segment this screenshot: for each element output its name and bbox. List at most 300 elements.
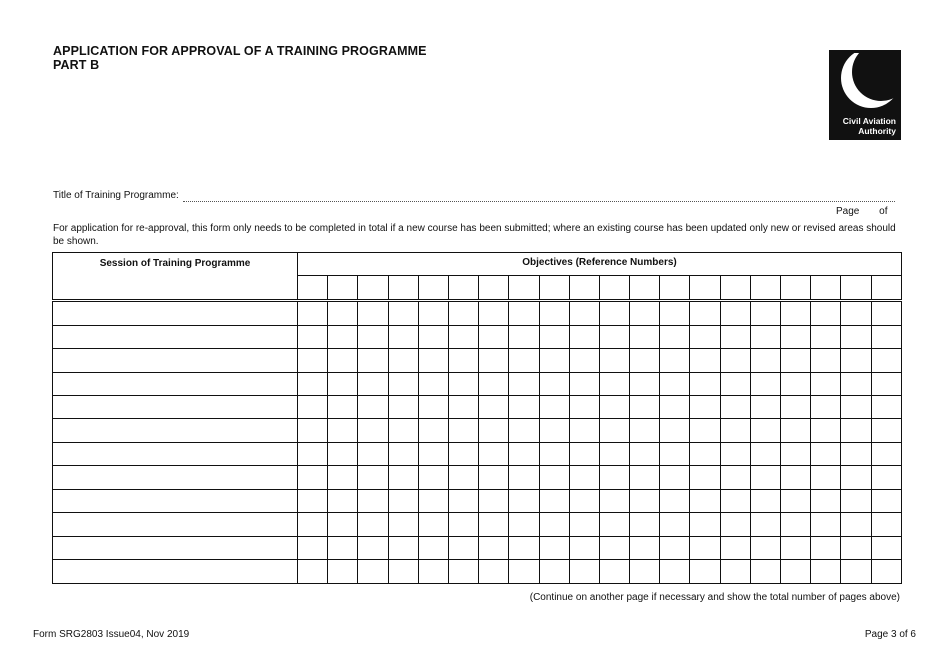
objective-cell[interactable] (690, 419, 720, 442)
objective-cell[interactable] (388, 560, 418, 584)
objective-cell[interactable] (448, 466, 478, 489)
table-row (53, 325, 902, 348)
objective-number-cell[interactable] (811, 276, 841, 301)
objective-number-cell[interactable] (388, 276, 418, 301)
objective-cell[interactable] (479, 536, 509, 559)
objective-cell[interactable] (298, 301, 328, 326)
objective-cell[interactable] (358, 419, 388, 442)
objective-cell[interactable] (539, 489, 569, 512)
objective-cell[interactable] (660, 325, 690, 348)
objective-cell[interactable] (569, 513, 599, 536)
objective-cell[interactable] (781, 442, 811, 465)
objective-cell[interactable] (569, 419, 599, 442)
objective-cell[interactable] (418, 419, 448, 442)
objective-cell[interactable] (328, 513, 358, 536)
objective-cell[interactable] (358, 489, 388, 512)
objective-cell[interactable] (871, 301, 901, 326)
page-label: Page (836, 206, 860, 217)
table-row (53, 372, 902, 395)
objectives-table (52, 252, 902, 584)
objective-cell[interactable] (841, 372, 871, 395)
objective-cell[interactable] (781, 489, 811, 512)
objective-cell[interactable] (479, 349, 509, 372)
session-cell[interactable] (53, 419, 298, 442)
objective-cell[interactable] (358, 372, 388, 395)
objective-cell[interactable] (599, 560, 629, 584)
objective-cell[interactable] (448, 419, 478, 442)
objective-cell[interactable] (690, 442, 720, 465)
objective-cell[interactable] (328, 442, 358, 465)
objective-cell[interactable] (298, 419, 328, 442)
objective-cell[interactable] (630, 466, 660, 489)
objective-cell[interactable] (720, 466, 750, 489)
objective-cell[interactable] (599, 489, 629, 512)
objective-cell[interactable] (630, 301, 660, 326)
objective-cell[interactable] (720, 419, 750, 442)
of-label: of (879, 206, 888, 217)
objective-cell[interactable] (660, 536, 690, 559)
session-column-header: Session of Training Programme (53, 253, 298, 301)
objective-cell[interactable] (448, 489, 478, 512)
programme-title-field[interactable] (53, 190, 895, 202)
objective-cell[interactable] (448, 442, 478, 465)
objective-cell[interactable] (479, 325, 509, 348)
objective-number-cell[interactable] (781, 276, 811, 301)
objective-number-cell[interactable] (841, 276, 871, 301)
objective-cell[interactable] (448, 301, 478, 326)
objective-cell[interactable] (509, 325, 539, 348)
objective-cell[interactable] (660, 560, 690, 584)
objective-number-cell[interactable] (690, 276, 720, 301)
objective-cell[interactable] (660, 301, 690, 326)
objective-cell[interactable] (539, 513, 569, 536)
objective-cell[interactable] (539, 466, 569, 489)
objective-cell[interactable] (328, 536, 358, 559)
session-cell[interactable] (53, 325, 298, 348)
objective-cell[interactable] (599, 419, 629, 442)
objective-number-cell[interactable] (599, 276, 629, 301)
objective-cell[interactable] (750, 513, 780, 536)
objective-cell[interactable] (358, 442, 388, 465)
objective-cell[interactable] (690, 466, 720, 489)
objective-cell[interactable] (509, 372, 539, 395)
objective-cell[interactable] (841, 301, 871, 326)
objective-cell[interactable] (358, 301, 388, 326)
objective-cell[interactable] (418, 513, 448, 536)
objective-cell[interactable] (720, 325, 750, 348)
objective-cell[interactable] (750, 349, 780, 372)
objective-cell[interactable] (811, 536, 841, 559)
objective-cell[interactable] (328, 560, 358, 584)
objective-cell[interactable] (720, 396, 750, 419)
objective-cell[interactable] (781, 325, 811, 348)
objective-cell[interactable] (418, 442, 448, 465)
objective-cell[interactable] (630, 372, 660, 395)
objective-cell[interactable] (569, 349, 599, 372)
objective-cell[interactable] (539, 349, 569, 372)
objective-cell[interactable] (871, 372, 901, 395)
session-cell[interactable] (53, 396, 298, 419)
objective-cell[interactable] (479, 489, 509, 512)
objective-cell[interactable] (690, 325, 720, 348)
objective-cell[interactable] (448, 536, 478, 559)
objective-cell[interactable] (750, 419, 780, 442)
objectives-column-header: Objectives (Reference Numbers) (298, 253, 902, 276)
objective-cell[interactable] (298, 349, 328, 372)
session-cell[interactable] (53, 301, 298, 326)
objective-cell[interactable] (871, 536, 901, 559)
objective-cell[interactable] (448, 513, 478, 536)
objective-cell[interactable] (750, 560, 780, 584)
objective-cell[interactable] (871, 396, 901, 419)
objective-cell[interactable] (630, 419, 660, 442)
objective-cell[interactable] (750, 442, 780, 465)
table-row (53, 301, 902, 326)
objective-cell[interactable] (569, 536, 599, 559)
objective-cell[interactable] (479, 466, 509, 489)
objective-cell[interactable] (720, 560, 750, 584)
objective-cell[interactable] (569, 560, 599, 584)
objective-cell[interactable] (509, 560, 539, 584)
objective-cell[interactable] (539, 442, 569, 465)
objective-cell[interactable] (418, 372, 448, 395)
objective-cell[interactable] (811, 325, 841, 348)
objective-cell[interactable] (871, 325, 901, 348)
logo-text (826, 116, 896, 136)
objective-cell[interactable] (690, 396, 720, 419)
objective-cell[interactable] (539, 372, 569, 395)
objective-cell[interactable] (328, 466, 358, 489)
objective-cell[interactable] (539, 301, 569, 326)
form-title: APPLICATION FOR APPROVAL OF A TRAINING PROGRAMME (53, 44, 427, 58)
objective-cell[interactable] (479, 513, 509, 536)
objective-cell[interactable] (811, 419, 841, 442)
objective-cell[interactable] (509, 301, 539, 326)
objective-cell[interactable] (690, 560, 720, 584)
objective-cell[interactable] (479, 560, 509, 584)
caa-logo (829, 50, 901, 140)
objective-number-cell[interactable] (479, 276, 509, 301)
objective-cell[interactable] (750, 301, 780, 326)
objective-cell[interactable] (720, 536, 750, 559)
objective-cell[interactable] (418, 536, 448, 559)
objective-cell[interactable] (720, 372, 750, 395)
objective-number-cell[interactable] (298, 276, 328, 301)
objective-cell[interactable] (811, 396, 841, 419)
table-row (53, 489, 902, 512)
objective-cell[interactable] (660, 419, 690, 442)
objective-cell[interactable] (750, 536, 780, 559)
objective-cell[interactable] (328, 396, 358, 419)
programme-title-input-line[interactable] (183, 192, 895, 202)
objective-cell[interactable] (388, 536, 418, 559)
objective-cell[interactable] (871, 489, 901, 512)
table-row (53, 349, 902, 372)
objective-number-cell[interactable] (418, 276, 448, 301)
objective-number-cell[interactable] (509, 276, 539, 301)
objective-cell[interactable] (630, 442, 660, 465)
form-heading (53, 44, 427, 72)
objective-cell[interactable] (690, 489, 720, 512)
objective-cell[interactable] (841, 513, 871, 536)
objective-number-cell[interactable] (871, 276, 901, 301)
objective-cell[interactable] (539, 560, 569, 584)
objective-cell[interactable] (841, 396, 871, 419)
objective-cell[interactable] (298, 442, 328, 465)
page-number: Page 3 of 6 (864, 629, 916, 640)
objective-cell[interactable] (690, 513, 720, 536)
objective-cell[interactable] (599, 442, 629, 465)
table-row (53, 396, 902, 419)
objective-cell[interactable] (388, 419, 418, 442)
objective-cell[interactable] (358, 466, 388, 489)
objective-cell[interactable] (328, 349, 358, 372)
objective-cell[interactable] (811, 513, 841, 536)
objective-cell[interactable] (781, 419, 811, 442)
objective-cell[interactable] (630, 325, 660, 348)
objective-cell[interactable] (298, 372, 328, 395)
table-row (53, 513, 902, 536)
objective-cell[interactable] (841, 536, 871, 559)
objective-cell[interactable] (509, 396, 539, 419)
objective-cell[interactable] (298, 536, 328, 559)
objective-cell[interactable] (841, 466, 871, 489)
page-of-field (836, 206, 887, 218)
objective-cell[interactable] (569, 301, 599, 326)
objective-cell[interactable] (811, 442, 841, 465)
objective-cell[interactable] (509, 536, 539, 559)
objective-cell[interactable] (630, 536, 660, 559)
programme-title-label: Title of Training Programme: (53, 190, 179, 201)
objective-cell[interactable] (298, 513, 328, 536)
objective-cell[interactable] (811, 560, 841, 584)
objective-cell[interactable] (630, 396, 660, 419)
table-row (53, 442, 902, 465)
objective-cell[interactable] (630, 349, 660, 372)
objective-cell[interactable] (388, 466, 418, 489)
objective-cell[interactable] (841, 349, 871, 372)
objective-cell[interactable] (811, 466, 841, 489)
objective-cell[interactable] (871, 466, 901, 489)
objective-cell[interactable] (630, 489, 660, 512)
objective-cell[interactable] (388, 396, 418, 419)
objective-cell[interactable] (871, 560, 901, 584)
objective-cell[interactable] (298, 396, 328, 419)
table-row (53, 536, 902, 559)
objective-cell[interactable] (448, 372, 478, 395)
objective-cell[interactable] (539, 536, 569, 559)
objective-cell[interactable] (841, 489, 871, 512)
objective-cell[interactable] (569, 466, 599, 489)
objective-number-cell[interactable] (569, 276, 599, 301)
objective-cell[interactable] (750, 489, 780, 512)
objective-cell[interactable] (720, 349, 750, 372)
session-cell[interactable] (53, 489, 298, 512)
objective-cell[interactable] (358, 513, 388, 536)
objective-cell[interactable] (811, 301, 841, 326)
objective-number-cell[interactable] (328, 276, 358, 301)
session-cell[interactable] (53, 442, 298, 465)
objective-cell[interactable] (569, 396, 599, 419)
objective-number-cell[interactable] (660, 276, 690, 301)
objective-number-cell[interactable] (358, 276, 388, 301)
objective-cell[interactable] (479, 301, 509, 326)
objective-number-cell[interactable] (448, 276, 478, 301)
objective-cell[interactable] (750, 372, 780, 395)
objective-cell[interactable] (569, 489, 599, 512)
objective-cell[interactable] (841, 419, 871, 442)
objective-cell[interactable] (781, 372, 811, 395)
objective-cell[interactable] (479, 396, 509, 419)
objective-cell[interactable] (418, 466, 448, 489)
objective-cell[interactable] (298, 466, 328, 489)
objective-cell[interactable] (811, 372, 841, 395)
objective-cell[interactable] (388, 442, 418, 465)
objective-cell[interactable] (479, 372, 509, 395)
objective-cell[interactable] (509, 466, 539, 489)
objective-cell[interactable] (328, 419, 358, 442)
objective-cell[interactable] (781, 560, 811, 584)
objective-cell[interactable] (448, 560, 478, 584)
objective-cell[interactable] (509, 442, 539, 465)
objective-cell[interactable] (781, 349, 811, 372)
objective-cell[interactable] (479, 419, 509, 442)
objective-cell[interactable] (660, 513, 690, 536)
objective-cell[interactable] (720, 442, 750, 465)
objective-cell[interactable] (539, 325, 569, 348)
objective-cell[interactable] (569, 372, 599, 395)
objective-cell[interactable] (388, 513, 418, 536)
objective-cell[interactable] (388, 489, 418, 512)
objective-cell[interactable] (781, 301, 811, 326)
objective-cell[interactable] (388, 325, 418, 348)
objective-cell[interactable] (720, 301, 750, 326)
objective-cell[interactable] (388, 349, 418, 372)
objective-cell[interactable] (750, 466, 780, 489)
objective-cell[interactable] (358, 325, 388, 348)
objective-cell[interactable] (448, 396, 478, 419)
reapproval-note: For application for re-approval, this form only needs to be completed in total if a new course has been submitted; where an existing course has been updated only new or revised areas should be shown. (53, 223, 896, 247)
objective-cell[interactable] (509, 349, 539, 372)
table-header-row (53, 253, 902, 276)
objective-number-cell[interactable] (539, 276, 569, 301)
objective-cell[interactable] (690, 536, 720, 559)
objective-cell[interactable] (841, 325, 871, 348)
objective-cell[interactable] (328, 372, 358, 395)
session-cell[interactable] (53, 513, 298, 536)
objective-cell[interactable] (690, 372, 720, 395)
objective-cell[interactable] (418, 301, 448, 326)
objective-cell[interactable] (418, 325, 448, 348)
objective-cell[interactable] (388, 372, 418, 395)
objective-cell[interactable] (841, 560, 871, 584)
objective-cell[interactable] (871, 513, 901, 536)
objective-cell[interactable] (811, 489, 841, 512)
objective-number-cell[interactable] (750, 276, 780, 301)
objective-cell[interactable] (539, 419, 569, 442)
objective-cell[interactable] (418, 560, 448, 584)
session-cell[interactable] (53, 560, 298, 584)
objective-cell[interactable] (479, 442, 509, 465)
objective-cell[interactable] (781, 513, 811, 536)
objective-cell[interactable] (358, 560, 388, 584)
objective-cell[interactable] (599, 536, 629, 559)
objective-cell[interactable] (298, 325, 328, 348)
objective-cell[interactable] (750, 325, 780, 348)
objective-cell[interactable] (358, 536, 388, 559)
table-row (53, 419, 902, 442)
objective-cell[interactable] (630, 560, 660, 584)
table-row (53, 560, 902, 584)
objective-cell[interactable] (418, 349, 448, 372)
objective-cell[interactable] (871, 442, 901, 465)
objective-cell[interactable] (841, 442, 871, 465)
session-cell[interactable] (53, 372, 298, 395)
objective-cell[interactable] (781, 536, 811, 559)
objective-cell[interactable] (599, 301, 629, 326)
objective-cell[interactable] (509, 513, 539, 536)
objective-number-cell[interactable] (720, 276, 750, 301)
objective-cell[interactable] (599, 513, 629, 536)
objective-cell[interactable] (690, 301, 720, 326)
objective-cell[interactable] (569, 325, 599, 348)
objective-cell[interactable] (630, 513, 660, 536)
objective-cell[interactable] (418, 489, 448, 512)
objective-cell[interactable] (298, 489, 328, 512)
objective-number-cell[interactable] (630, 276, 660, 301)
objective-cell[interactable] (509, 419, 539, 442)
session-cell[interactable] (53, 349, 298, 372)
objective-cell[interactable] (660, 349, 690, 372)
objective-cell[interactable] (660, 396, 690, 419)
objective-cell[interactable] (448, 325, 478, 348)
session-cell[interactable] (53, 536, 298, 559)
objective-cell[interactable] (418, 396, 448, 419)
form-reference: Form SRG2803 Issue04, Nov 2019 (33, 629, 190, 640)
objective-cell[interactable] (781, 466, 811, 489)
session-cell[interactable] (53, 466, 298, 489)
objective-cell[interactable] (599, 325, 629, 348)
objective-cell[interactable] (599, 396, 629, 419)
objective-cell[interactable] (509, 489, 539, 512)
objective-cell[interactable] (358, 396, 388, 419)
objective-cell[interactable] (660, 466, 690, 489)
objective-cell[interactable] (599, 349, 629, 372)
objective-cell[interactable] (660, 442, 690, 465)
objective-cell[interactable] (298, 560, 328, 584)
objective-cell[interactable] (328, 325, 358, 348)
objective-cell[interactable] (539, 396, 569, 419)
objective-cell[interactable] (781, 396, 811, 419)
objective-cell[interactable] (871, 419, 901, 442)
objective-cell[interactable] (690, 349, 720, 372)
objective-cell[interactable] (720, 489, 750, 512)
objective-cell[interactable] (750, 396, 780, 419)
objective-cell[interactable] (599, 372, 629, 395)
objective-cell[interactable] (871, 349, 901, 372)
objective-cell[interactable] (569, 442, 599, 465)
objective-cell[interactable] (660, 489, 690, 512)
objective-cell[interactable] (448, 349, 478, 372)
objective-cell[interactable] (720, 513, 750, 536)
objective-cell[interactable] (388, 301, 418, 326)
objective-cell[interactable] (328, 301, 358, 326)
objective-cell[interactable] (358, 349, 388, 372)
objective-cell[interactable] (811, 349, 841, 372)
objective-cell[interactable] (660, 372, 690, 395)
objective-cell[interactable] (599, 466, 629, 489)
objective-cell[interactable] (328, 489, 358, 512)
